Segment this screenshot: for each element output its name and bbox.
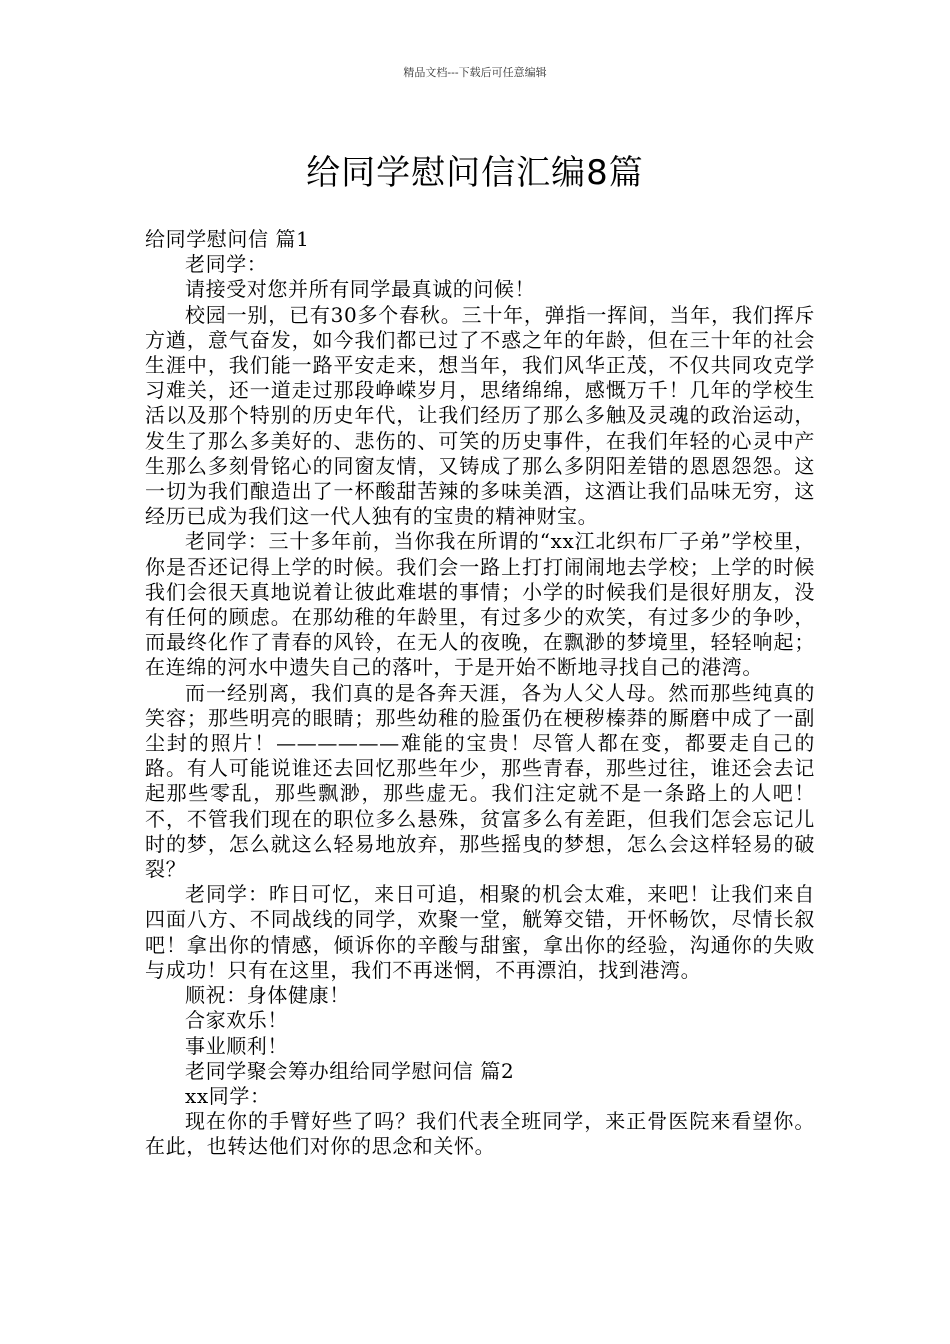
document-title: 给同学慰问信汇编8篇 <box>306 152 644 193</box>
body-paragraph: 现在你的手臂好些了吗？我们代表全班同学，来正骨医院来看望你。在此，也转达他们对你的思念和关怀。 <box>145 1109 815 1159</box>
body-paragraph: 老同学：昨日可忆，来日可追，相聚的机会太难，来吧！让我们来自四面八方、不同战线的同学，欢聚一堂，觥筹交错，开怀畅饮，尽情长叙吧！拿出你的情感，倾诉你的辛酸与甜蜜，拿出你的经验，沟通你的失败与成功！只有在这里，我们不再迷惘，不再漂泊，找到港湾。 <box>145 882 815 982</box>
body-paragraph: 老同学：三十多年前，当你我在所谓的“xx江北织布厂子弟”学校里，你是否还记得上学的时候。我们会一路上打打闹闹地去学校；上学的时候我们会很天真地说着让彼此难堪的事情；小学的时候我们是很好朋友，没有任何的顾虑。在那幼稚的年龄里，有过多少的欢笑，有过多少的争吵，而最终化作了青春的风铃，在无人的夜晚，在飘渺的梦境里，轻轻响起；在连绵的河水中遗失自己的落叶，于是开始不断地寻找自己的港湾。 <box>145 529 815 680</box>
closing-line: 事业顺利！ <box>185 1033 288 1058</box>
body-paragraph: 而一经别离，我们真的是各奔天涯，各为人父人母。然而那些纯真的笑容；那些明亮的眼睛；那些幼稚的脸蛋仍在梗秽榛莽的厮磨中成了一副尘封的照片！——————难能的宝贵！尽管人都在变，都要走自己的路。有人可能说谁还去回忆那些年少，那些青春，那些过往，谁还会去记起那些零乱，那些飘渺，那些虚无。我们注定就不是一条路上的人吧！不，不管我们现在的职位多么悬殊，贫富多么有差距，但我们怎会忘记儿时的梦，怎么就这么轻易地放弃，那些摇曳的梦想，怎么会这样轻易的破裂？ <box>145 680 815 882</box>
closing-line: 合家欢乐！ <box>185 1008 288 1033</box>
document-body <box>145 227 815 1160</box>
greeting-paragraph: 请接受对您并所有同学最真诚的问候！ <box>185 277 536 302</box>
section-heading: 老同学聚会筹办组给同学慰问信 篇2 <box>185 1058 515 1083</box>
salutation: xx同学： <box>185 1083 271 1108</box>
body-paragraph: 校园一别，已有30多个春秋。三十年，弹指一挥间，当年，我们挥斥方遒，意气奋发，如今我们都已过了不惑之年的年龄，但在三十年的社会生涯中，我们能一路平安走来，想当年，我们风华正茂，不仅共同攻克学习难关，还一道走过那段峥嵘岁月，思绪绵绵，感慨万千！几年的学校生活以及那个特别的历史年代，让我们经历了那么多触及灵魂的政治运动，发生了那么多美好的、悲伤的、可笑的历史事件，在我们年轻的心灵中产生那么多刻骨铭心的同窗友情，又铸成了那么多阴阳差错的恩恩怨怨。这一切为我们酿造出了一杯酸甜苦辣的多味美酒，这酒让我们品味无穷，这经历已成为我们这一代人独有的宝贵的精神财宝。 <box>145 302 815 529</box>
page-header: 精品文档---下载后可任意编辑 <box>403 66 547 79</box>
salutation: 老同学： <box>185 252 268 277</box>
closing-line: 顺祝：身体健康！ <box>185 983 350 1008</box>
section-heading: 给同学慰问信 篇1 <box>145 227 310 251</box>
